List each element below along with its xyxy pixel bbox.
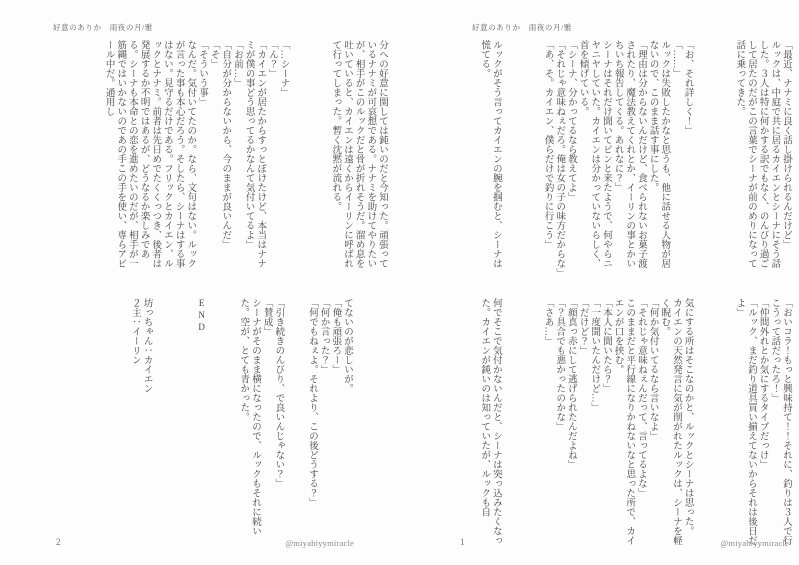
paragraph: シーナはそれだけ聞いてピンと来たようで、何やらニヤニヤしていた。カイエンは分かっていないらしく、首を傾げている。 (577, 40, 611, 268)
author-handle: @miyabiyymiracle (720, 538, 789, 548)
paragraph: 「そういう事」 (196, 40, 207, 107)
author-handle: @miyabiyymiracle (285, 538, 354, 548)
paragraph: 「賛成」 (261, 298, 272, 336)
page2-upper-text (102, 40, 387, 277)
paragraph: 「それじゃ意味ねぇんだって、言ってるよな」 (635, 298, 646, 498)
paragraph: 「一度聞いたんだけど…」 (589, 298, 600, 412)
paragraph: カイエンの天然発言に気が削がれたルックは、シーナを軽く睨む。 (659, 298, 681, 545)
running-head: 好意のありか 雨夜の月/雅 (53, 23, 153, 32)
paragraph: 「……」 (670, 40, 681, 78)
cast-line: 坊っちゃん：カイエン (141, 298, 152, 393)
page1-upper-text (478, 40, 791, 277)
paragraph: 「自分が分からないから、今のままが良いんだ」 (220, 40, 231, 249)
paragraph: 「シーナ、分かってるなら教えてよ」 (565, 40, 576, 202)
end-mark: END (196, 298, 207, 334)
page2-upper-band (42, 40, 387, 277)
paragraph: 「そ」 (208, 40, 219, 69)
paragraph: ルックは失敗したかなと思うも、他に話せる人物が居ないので、このまま話す事にした。 (647, 40, 670, 268)
paragraph: シーナがそのまま横になったので、ルックもそれに続いた。空が、とても青かった。 (238, 298, 260, 536)
paragraph: 「お、それ詳しく！」 (682, 40, 693, 135)
paragraph: 「カイエンが居たからすっとぼけたけど、本当はナナミが僕の事どう思ってるかなんて気付いてるよ」 (243, 40, 266, 268)
paragraph: 「ん？」 (266, 40, 277, 78)
paragraph: 「何か気付いてるなら言いなよ」 (647, 298, 658, 441)
paragraph: 「理由は分からないんだけど、食べられないお菓子渡されたり、魔法教えてくれとか、イーリンの事とかいちいち報告してくる。あれなに？」 (612, 40, 646, 268)
page1-upper-band (441, 40, 791, 277)
paragraph: 「それじゃ意味ねぇだろ。俺は女の子の味方だからな」 (554, 40, 565, 278)
paragraph: てないのが悲しいが。 (342, 298, 352, 393)
paragraph: 「あ、そ。カイエン、僕らだけで釣りに行こう」 (542, 40, 553, 249)
page2-lower-band (47, 298, 352, 546)
cast-list (128, 298, 151, 546)
paragraph: 「引き続きのんびり、で良いんじゃない？」 (273, 298, 284, 488)
page2-lower-text (237, 298, 352, 546)
page-2 (0, 0, 399, 565)
paragraph: 「おいコラ！もっと興味持て！！それに、釣りは３人で行こうって話だったろ！」 (769, 298, 791, 545)
paragraph: 何でそこで気付かないんだと、シーナは突っ込みたくなった。カイエンが鈍いのは知っていたが、ルックも自 (479, 298, 501, 545)
paragraph: 「だけど？」 (577, 298, 588, 355)
cast-line: ２主：イーリン (129, 298, 140, 365)
paragraph: このままだと平行線になりかねないなと思った所で、カイエンが口を挟む。 (612, 298, 635, 545)
paragraph: 「さあ…」 (542, 298, 553, 346)
paragraph: 「ルック、まだ釣り道具買い揃えてないからそれは後日だよ」 (734, 298, 756, 545)
page-number: 1 (460, 537, 465, 547)
paragraph: ルックは、中庭で共に居るカイエンとシーナにそう話した。３人は特に何かする訳でもなく、のんびり過ごして居たのだがこの言葉でシーナが前のめりになって話に乗ってきた。 (734, 40, 780, 268)
page-1 (400, 0, 799, 565)
paragraph: なんだ。気付いてたのか。なら、文句はない。ルックが言った事も本心だろう。そしたら、シーナはする事はない。見守るだけである。フリックとカイエン、ルックとナナミ。前者は先日めでたくくっつき、後者は発展するか不明ではあるが、どうなるか楽しみである。シーナも本命との恋を進めたいのだが、相手が一筋縄ではいかないのであの手この手を使い、専らアピール中だ。通用し (103, 40, 196, 268)
paragraph: 「顔真っ赤にして逃げられたんだよね」 (565, 298, 576, 469)
page1-lower-text (478, 298, 791, 546)
paragraph: 気にする所はそこなのかと、ルックとシーナは思った。 (682, 298, 693, 536)
paragraph: 「本人に聞いたら？」 (600, 298, 611, 393)
paragraph: 「何でもねぇよ。それより、この後どうする？」 (306, 298, 317, 507)
paragraph: 「…シーナ」 (278, 40, 289, 97)
paragraph: 分への好意に関しては鈍いのだと今知った。頑張っているナナミが可哀想である。ナナミを助けてやりたいが、相手がこのルックだと骨が折れそうだ。溜め息を吐いていると、カイエンは遠くからイーリンに呼ばれて行ってしまった。暫く沈黙が流れる。 (330, 40, 387, 268)
paragraph: 「俺も頑張ろー」 (330, 298, 341, 374)
paragraph: 「仲間外れとか気にするタイプだっけ」 (757, 298, 768, 469)
paragraph: 「お前…」 (231, 40, 242, 88)
paragraph: 「？具合でも悪かったのかな」 (554, 298, 565, 431)
paragraph: 「何か言った？」 (318, 298, 329, 374)
page1-lower-band (441, 298, 791, 546)
paragraph: 「最近、ナナミに良く話し掛けられるんだけど」 (781, 40, 791, 249)
running-head: 好意のありか 雨夜の月/雅 (472, 23, 572, 32)
page-number: 2 (56, 537, 61, 547)
paragraph: ルックがそう言ってカイエンの腕を掴むと、シーナは慌てる。 (479, 40, 501, 268)
